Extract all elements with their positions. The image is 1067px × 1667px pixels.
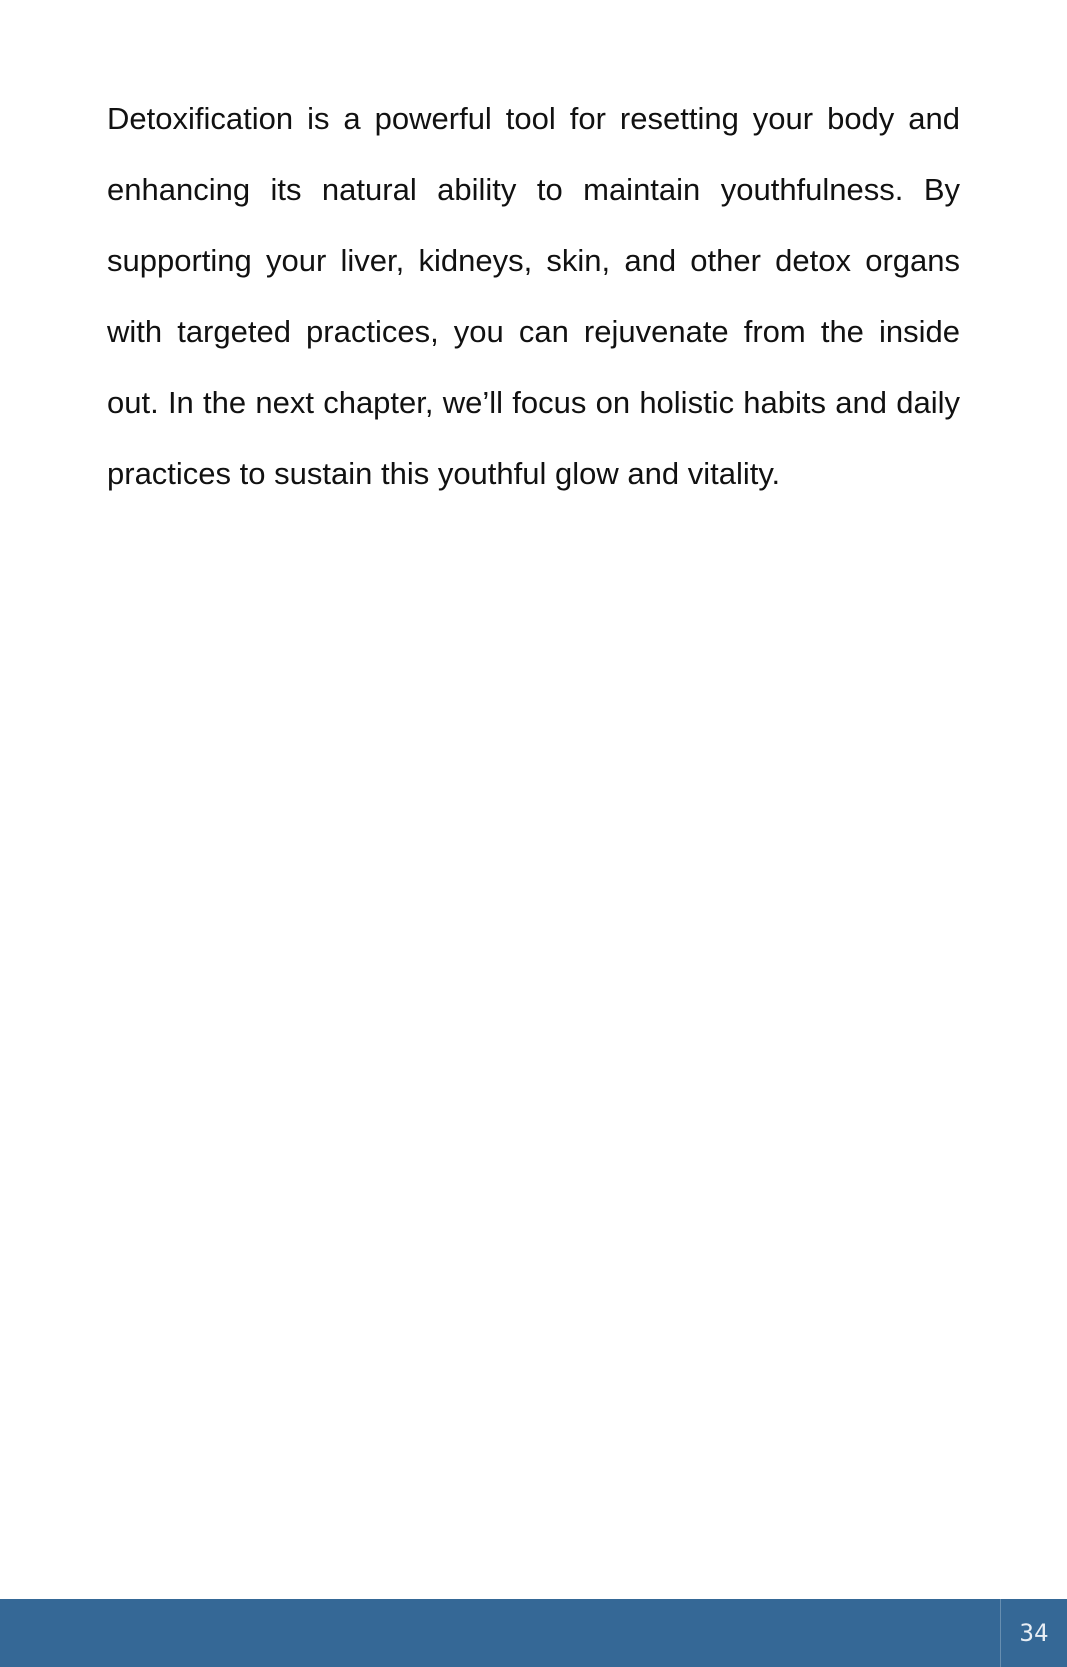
page-number-box [1000,1599,1067,1667]
page-number: 34 [1019,1619,1049,1647]
body-paragraph: Detoxification is a powerful tool for resetting your body and enhancing its natural ability to maintain youthfulness. By supporting your liver, kidneys, skin, and other detox organs with targeted practices, you can rejuvenate from the inside out. In the next chapter, we’ll focus on holistic habits and daily practices to sustain this youthful glow and vitality. [107,101,960,491]
footer-bar [0,1599,1067,1667]
